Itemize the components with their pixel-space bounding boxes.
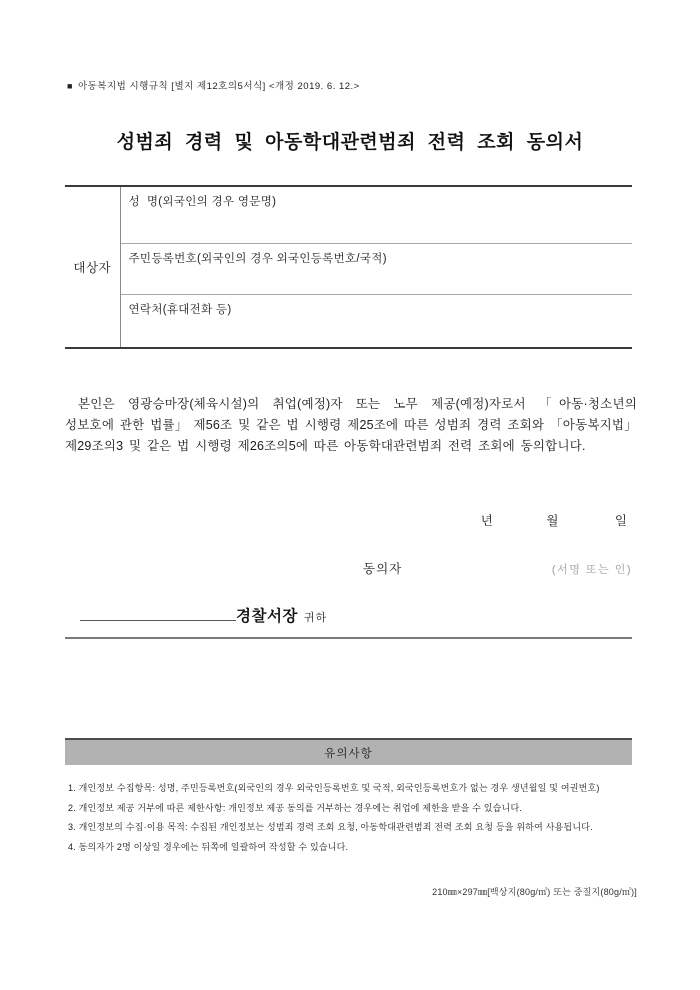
table-row (65, 186, 632, 243)
notice-list (68, 779, 640, 857)
paper-spec-note: 210㎜×297㎜[백상지(80g/㎡) 또는 중질지(80g/㎡)] (432, 887, 637, 897)
recipient-honorific: 귀하 (303, 612, 328, 624)
page-title: 성범죄 경력 및 아동학대관련범죄 전력 조회 동의서 (116, 132, 584, 153)
form-reference-text: 아동복지법 시행규칙 [별지 제12호의5서식] <개정 2019. 6. 12.> (77, 81, 360, 92)
table-row (65, 294, 632, 348)
year-label: 년 (480, 514, 493, 528)
contact-field-label: 연락처(휴대전화 등) (128, 303, 232, 316)
note-item: 1. 개인정보 수집항목: 성명, 주민등록번호(외국인의 경우 외국인등록번호 및 국적, 외국인등록번호가 없는 경우 생년월일 및 여권번호) (68, 783, 600, 793)
recipient-line (80, 604, 327, 626)
sign-or-seal-note: (서명 또는 인) (551, 564, 632, 576)
table-row (65, 243, 632, 294)
recipient-title: 경찰서장 (236, 608, 298, 625)
signer-line (65, 559, 632, 577)
notice-header-bar (65, 738, 632, 765)
note-item: 3. 개인정보의 수집·이용 목적: 수집된 개인정보는 성범죄 경력 조회 요청, 아동학대관련범죄 전력 조회 요청 등을 위하여 사용됩니다. (68, 822, 593, 832)
form-reference (67, 78, 360, 92)
consent-paragraph: 본인은 영광승마장(체육시설)의 취업(예정)자 또는 노무 제공(예정)자로서 「아동·청소년의 성보호에 관한 법률」 제56조 및 같은 법 시행령 제25조에 따른 성범죄 경력 조회와 「아동복지법」 제29조의3 및 같은 법 시행령 제26조의5에 따른 아동학대관련범죄 전력 조회에 동의합니다. (65, 397, 637, 453)
subject-row-header: 대상자 (65, 186, 120, 348)
square-bullet-icon: ■ (67, 81, 73, 91)
note-item: 2. 개인정보 제공 거부에 따른 제한사항: 개인정보 제공 동의를 거부하는 경우에는 취업에 제한을 받을 수 있습니다. (68, 802, 523, 813)
contact-field[interactable] (120, 294, 632, 348)
police-station-blank-field[interactable] (80, 605, 236, 621)
signer-label: 동의자 (363, 562, 403, 576)
day-label: 일 (614, 514, 627, 528)
note-item: 4. 동의자가 2명 이상일 경우에는 뒤쪽에 일괄하여 작성할 수 있습니다. (68, 841, 349, 852)
resident-number-field-label: 주민등록번호(외국인의 경우 외국인등록번호/국적) (128, 252, 387, 265)
notice-header-title: 유의사항 (324, 747, 373, 760)
month-label: 월 (546, 514, 559, 528)
subject-table (65, 185, 632, 349)
name-field[interactable] (120, 186, 632, 243)
name-field-label: 성 명(외국인의 경우 영문명) (128, 196, 277, 208)
section-divider (65, 637, 632, 639)
date-line (65, 511, 632, 529)
resident-number-field[interactable] (120, 243, 632, 294)
